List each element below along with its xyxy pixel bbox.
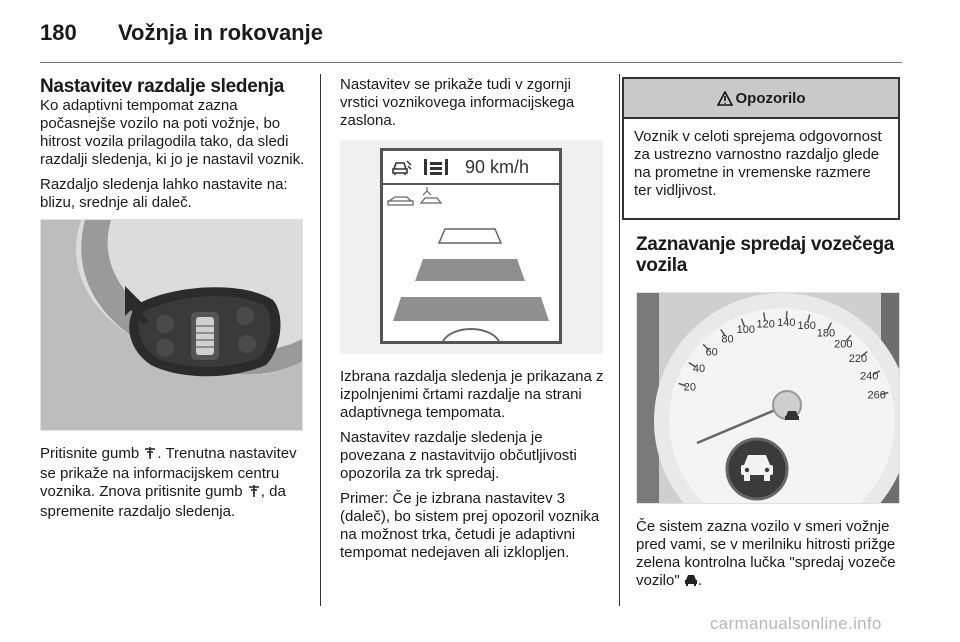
speedometer-label: 260 [867, 389, 886, 402]
page-number: 180 [40, 20, 77, 45]
speedometer-label: 160 [797, 320, 816, 333]
chapter-title: Vožnja in rokovanje [118, 20, 323, 45]
speedometer-label: 200 [834, 338, 853, 351]
paragraph: Razdaljo sledenja lahko nastavite na: blizu, srednje ali daleč. [40, 176, 288, 211]
speedometer-illustration [637, 293, 900, 504]
warning-title: Opozorilo [735, 89, 806, 107]
warning-triangle-icon [717, 91, 733, 106]
paragraph: Če sistem zazna vozilo v smeri vožnje pred vami, se v merilniku hitrosti prižge zelena kontrolna lučka "spredaj vozeče vozilo" . [636, 518, 904, 592]
speedometer-label: 240 [860, 370, 879, 383]
section-heading-vehicle-ahead: Zaznavanje spredaj vozečega vozila [636, 234, 895, 276]
follow-distance-icon [423, 158, 449, 176]
warning-box [622, 77, 900, 220]
follow-distance-icon [143, 446, 157, 465]
driver-display-illustration [340, 140, 603, 354]
steering-wheel-illustration [41, 220, 303, 431]
left-column [40, 76, 310, 528]
right-column [636, 234, 904, 599]
follow-distance-icon [247, 484, 261, 503]
column-divider-left [320, 74, 321, 606]
speedometer-label: 60 [705, 346, 718, 359]
vehicle-ahead-icon [684, 574, 698, 592]
display-speed: 90 km/h [465, 157, 530, 177]
display-top-row [383, 151, 559, 185]
warning-text: Voznik v celoti sprejema odgovornost za ustrezno varnostno razdaljo glede na prometne in vremenske razmere ter vidljivost. [634, 128, 882, 199]
speedometer-label: 100 [736, 323, 755, 336]
column-divider-right [619, 74, 620, 606]
distance-bars [383, 185, 559, 341]
steering-wheel-photo [40, 219, 303, 431]
speedometer-label: 220 [848, 353, 868, 366]
speedometer-label: 140 [777, 316, 796, 329]
speedometer-photo [636, 292, 900, 504]
paragraph: Nastavitev razdalje sledenja je povezana z nastavitvijo občutljivosti opozorila za trk spredaj. [340, 429, 577, 482]
section-heading-follow-distance: Nastavitev razdalje sledenja [40, 76, 285, 97]
middle-column [340, 76, 610, 569]
display-screen [380, 148, 562, 344]
speedometer-label: 40 [692, 362, 706, 375]
speedometer-label: 80 [721, 333, 734, 346]
speedometer-label: 20 [683, 381, 697, 394]
warning-header [624, 79, 898, 119]
paragraph: Izbrana razdalja sledenja je prikazana z izpolnjenimi črtami razdalje na strani adaptivnega tempomata. [340, 368, 604, 421]
adaptive-cruise-icon [391, 157, 413, 177]
speedometer-label: 180 [816, 327, 836, 340]
paragraph: Nastavitev se prikaže tudi v zgornji vrstici voznikovega informacijskega zaslona. [340, 76, 575, 129]
speedometer-label: 120 [756, 318, 775, 331]
watermark: carmanualsonline.info [710, 614, 882, 633]
paragraph: Pritisnite gumb . Trenutna nastavitev se prikaže na informacijskem centru voznika. Znova pritisnite gumb , da spremenite razdaljo sledenja. [40, 445, 297, 520]
paragraph: Ko adaptivni tempomat zazna počasnejše vozilo na poti vožnje, bo hitrost vozila prilagodila tako, da sledi razdalji sledenja, ki jo je nastavil voznik. [40, 97, 305, 168]
paragraph: Primer: Če je izbrana nastavitev 3 (daleč), bo sistem prej opozoril voznika na možnost trka, četudi je adaptivni tempomat nedejaven ali izklopljen. [340, 490, 600, 561]
header-rule [40, 62, 902, 63]
